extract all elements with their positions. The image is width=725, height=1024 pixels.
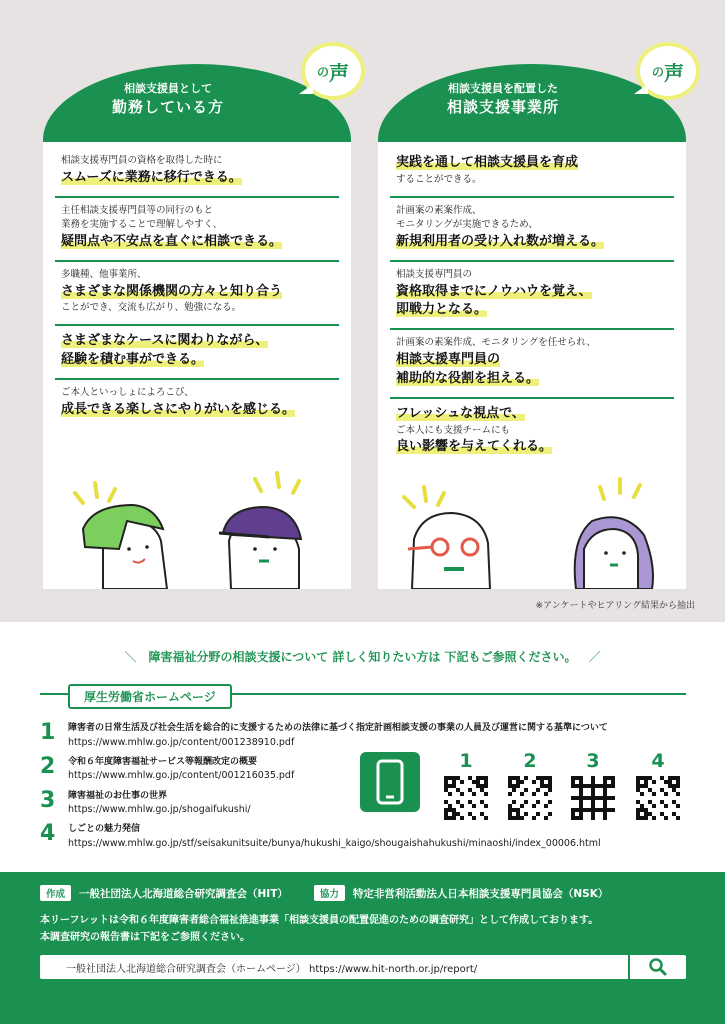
qr-code-icon [508, 776, 552, 820]
voice-item [55, 262, 339, 326]
reference-item: 1 障害者の日常生活及び社会生活を総合的に支援するための法律に基づく指定計画相談支援の事業の人員及び運営に関する基準について https://www.mhlw.go.jp/content/001238910.pdf [40, 722, 690, 750]
voice-item [390, 262, 674, 330]
voice-text: ご本人といっしょによろこび、 [61, 386, 194, 398]
voice-text: 多職種、他事業所、 [61, 268, 147, 280]
voice-highlight: 疑問点や不安点を直ぐに相談できる。 [61, 234, 283, 249]
staff-voice-card [43, 60, 351, 589]
office-voice-card [378, 60, 686, 589]
reference-url[interactable]: https://www.mhlw.go.jp/stf/seisakunitsuite/bunya/hukushi_kaigo/shougaishahukushi/minaoshi/index_00006.html [68, 837, 601, 849]
card-title: 相談支援員を配置した 相談支援事業所 [446, 82, 559, 116]
card-title: 相談支援員として 勤務している方 [111, 82, 224, 116]
credits: 作成 一般社団法人北海道総合研究調査会（HIT） 協力 特定非営利活動法人日本相談支援専門員協会（NSK） [40, 885, 608, 901]
voice-item [390, 148, 674, 198]
voice-item [55, 326, 339, 380]
qr-code-icon [636, 776, 680, 820]
voice-highlight: 相談支援専門員の [396, 351, 501, 367]
lead-text: ＼ 障害福祉分野の相談支援について 詳しく知りたい方は 下記もご参照ください。 ／ [124, 650, 601, 664]
footer-description: 本リーフレットは令和６年度障害者総合福祉推進事業「相談支援員の配置促進のための調査研究」として作成しております。 本調査研究の報告書は下記をご参照ください。 [40, 915, 599, 943]
voice-highlight: 成長できる楽しさにやりがいを感じる。 [61, 401, 296, 417]
voice-text: 相談支援専門員の [396, 268, 473, 280]
voice-highlight: 新規利用者の受け入れ数が増える。 [396, 234, 605, 249]
reference-url[interactable]: https://www.mhlw.go.jp/shogaifukushi/ [68, 804, 251, 815]
voice-highlight: スムーズに業務に移行できる。 [61, 169, 242, 185]
voice-item [55, 380, 339, 428]
reference-item: 2 令和６年度障害福祉サービス等報酬改定の概要 https://www.mhlw.go.jp/content/001216035.pdf [40, 756, 690, 784]
reference-item: 4 しごとの魅力発信 https://www.mhlw.go.jp/stf/seisakunitsuite/bunya/hukushi_kaigo/shougaishahukushi/minaoshi/index_00006.html [40, 823, 690, 851]
qr-code-4[interactable]: 4 [618, 750, 698, 824]
voice-text: 計画案の素案作成、 [396, 204, 482, 216]
voice-highlight: フレッシュな視点で、 [396, 405, 525, 421]
voice-item [55, 198, 339, 262]
search-query: 一般社団法人北海道総合研究調査会（ホームページ） https://www.hit-north.or.jp/report/ [66, 963, 478, 975]
voice-text: ことができ、交流も広がり、勉強になる。 [61, 302, 242, 314]
qr-code-icon [444, 776, 488, 820]
voice-highlight: 経験を積む事ができる。 [61, 351, 205, 367]
smartphone-icon [360, 752, 420, 812]
people-illustration [43, 469, 351, 589]
search-icon [648, 957, 668, 977]
voice-highlight: 良い影響を与えてくれる。 [396, 439, 553, 455]
people-illustration [378, 469, 686, 589]
voice-bubble: の 声 [636, 42, 700, 100]
voice-text: 計画案の素案作成、モニタリングを任せられ、 [396, 337, 596, 349]
voice-item [390, 198, 674, 262]
qr-code-3[interactable]: 3 [553, 750, 633, 824]
voice-item [390, 399, 674, 465]
qr-code-2[interactable]: 2 [490, 750, 570, 824]
voice-text: ご本人にも支援チームにも [396, 424, 511, 436]
section-title: 厚生労働省ホームページ [68, 684, 232, 709]
voice-list [55, 148, 339, 427]
voice-highlight: 資格取得までにノウハウを覚え、 [396, 283, 592, 299]
source-note: ※アンケートやヒアリング結果から抽出 [535, 601, 695, 611]
report-search-box[interactable] [40, 955, 686, 979]
reference-url[interactable]: https://www.mhlw.go.jp/content/001216035.pdf [68, 770, 295, 782]
voice-highlight: さまざまな関係機関の方々と知り合う [61, 283, 283, 299]
voice-highlight: 実践を通して相談支援員を育成 [396, 155, 579, 170]
voice-item [55, 148, 339, 198]
voice-text: 業務を実施することで理解しやすく、 [61, 219, 223, 231]
reference-url[interactable]: https://www.mhlw.go.jp/content/001238910.pdf [68, 736, 295, 748]
voice-highlight: 即戦力となる。 [396, 302, 488, 318]
voice-item [390, 330, 674, 398]
voice-text: モニタリングが実施できるため、 [396, 219, 538, 231]
qr-code-icon [571, 776, 615, 820]
voice-highlight: さまざまなケースに関わりながら、 [61, 333, 269, 349]
voice-text: 相談支援専門員の資格を取得した時に [61, 155, 223, 166]
qr-code-1[interactable]: 1 [426, 750, 506, 824]
voice-text: することができる。 [396, 173, 482, 185]
footer [0, 872, 725, 1024]
voice-list [390, 148, 674, 465]
reference-item: 3 障害福祉のお仕事の世界 https://www.mhlw.go.jp/shogaifukushi/ [40, 790, 690, 818]
search-button[interactable] [628, 955, 686, 979]
voice-text: 主任相談支援専門員等の同行のもと [61, 204, 214, 216]
voice-highlight: 補助的な役割を担える。 [396, 370, 540, 386]
voice-bubble: の 声 [301, 42, 365, 100]
